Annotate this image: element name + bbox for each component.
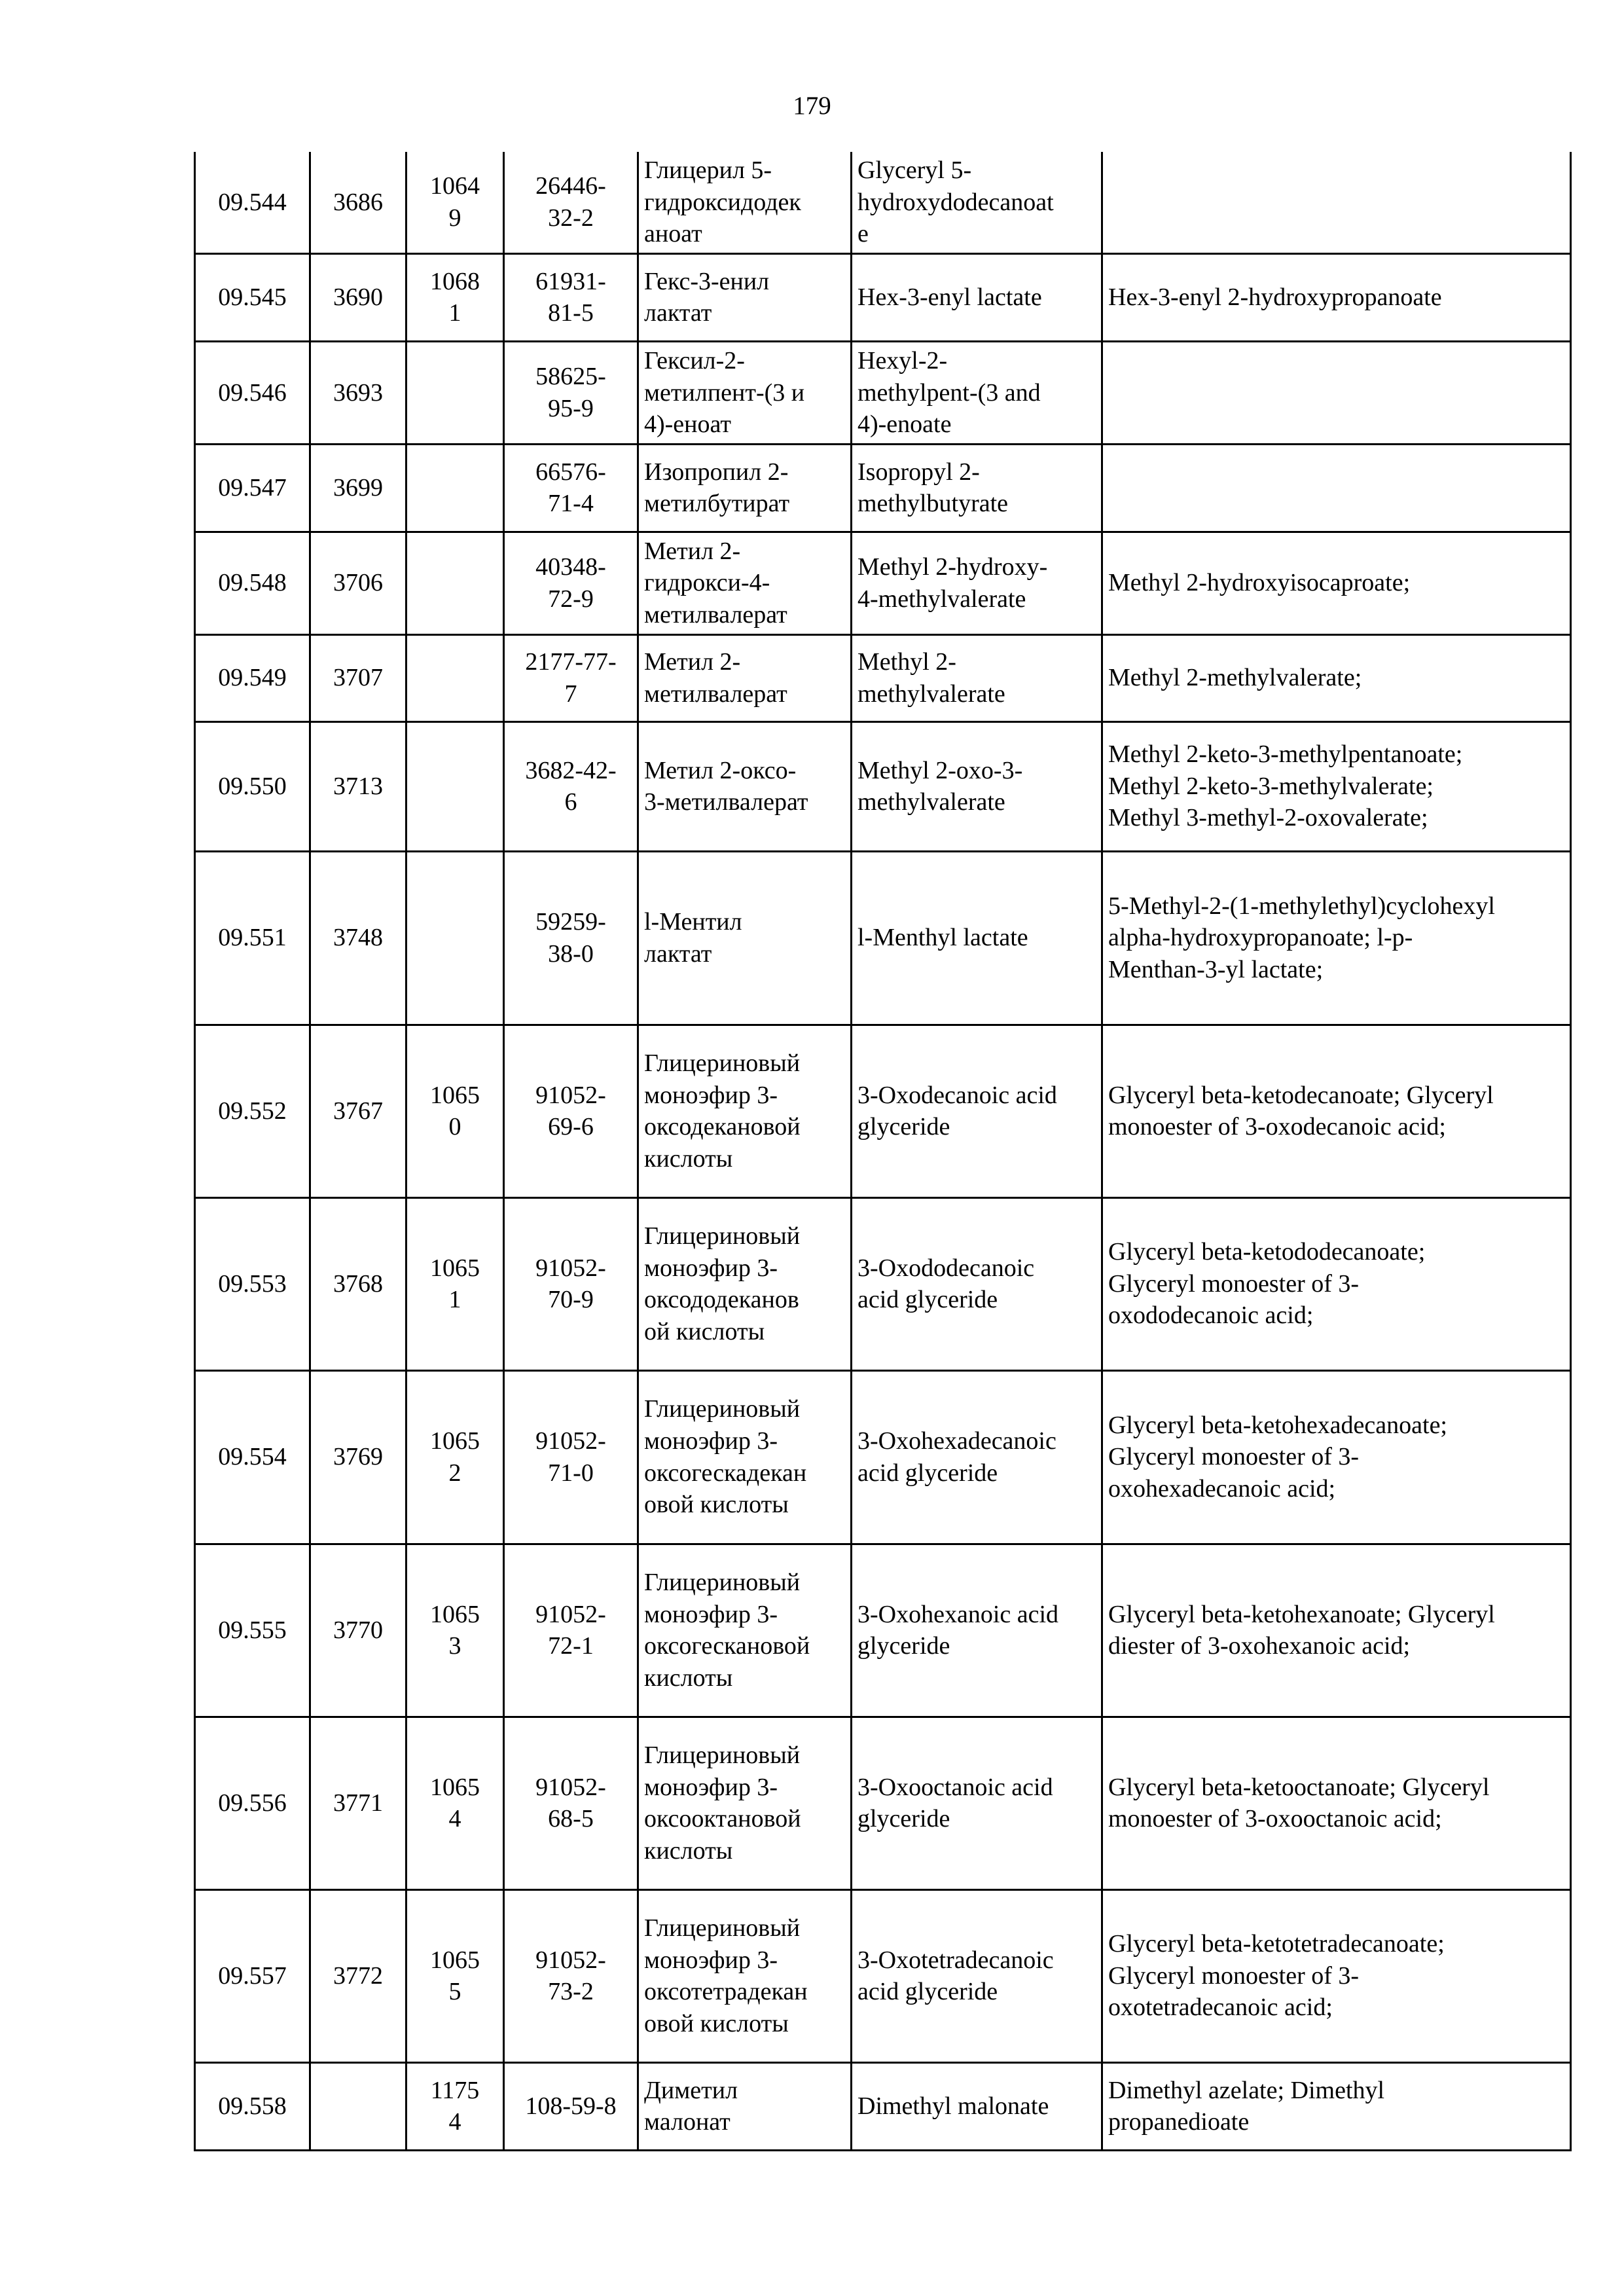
cell-text-line: гидроксидодек [644, 188, 801, 216]
english-name-cell [852, 152, 1102, 253]
table-row [195, 1025, 1571, 1197]
cell-text: 3706 [333, 569, 383, 597]
russian-name-cell [638, 721, 852, 851]
cas-cell [504, 634, 638, 721]
cell-text: 3767 [333, 1097, 383, 1125]
cell-text-line: 3-Oxododecanoic [857, 1254, 1035, 1282]
cell-text: 3771 [333, 1789, 383, 1817]
cas-cell [504, 152, 638, 253]
cell-text-line: Methyl 2-keto-3-methylvalerate; [1108, 772, 1434, 800]
number-cell [195, 2062, 310, 2150]
table-row [195, 532, 1571, 634]
cell-text-line: glyceride [857, 1805, 950, 1833]
cell-text-line: Глицериновый [644, 1741, 801, 1769]
cell-text-line: 4)-еноат [644, 410, 731, 439]
cell-text-line: Methyl 2-keto-3-methylpentanoate; [1108, 740, 1463, 769]
cell-text-line: ой кислоты [644, 1317, 765, 1345]
cell-text-line: Dimethyl malonate [857, 2092, 1049, 2120]
cell-text-line: 1065 [430, 1254, 480, 1282]
table-row [195, 444, 1571, 532]
cell-text-line: метилбутират [644, 490, 790, 518]
cell-text-line: 91052- [535, 1600, 606, 1628]
english-name-cell [852, 444, 1102, 532]
synonyms-cell [1102, 2062, 1571, 2150]
cell-text-line: 3-Oxodecanoic acid [857, 1081, 1057, 1109]
number-cell [195, 721, 310, 851]
cell-text-line: Glyceryl beta-ketohexanoate; Glyceryl [1108, 1600, 1495, 1628]
cell-text: 3707 [333, 664, 383, 692]
cell-text-line: acid glyceride [857, 1459, 998, 1487]
cell-text-line: 91052- [535, 1081, 606, 1109]
cell-text-line: Dimethyl azelate; Dimethyl [1108, 2076, 1385, 2104]
russian-name-cell [638, 1370, 852, 1544]
cell-text-line: methylbutyrate [857, 490, 1009, 518]
fema-cell [310, 1370, 406, 1544]
synonyms-cell [1102, 1717, 1571, 1889]
table-row [195, 152, 1571, 253]
cell-text-line: 38-0 [548, 939, 594, 968]
cell-text-line: Гексил-2- [644, 346, 745, 374]
cell-text-line: Глицериновый [644, 1395, 801, 1423]
fema-cell [310, 532, 406, 634]
cell-text: 3713 [333, 772, 383, 800]
cell-text-line: овой кислоты [644, 2009, 789, 2037]
cell-text-line: 81-5 [548, 299, 594, 327]
cell-text-line: метилвалерат [644, 680, 787, 708]
russian-name-cell [638, 1889, 852, 2062]
cell-text-line: Hex-3-enyl lactate [857, 283, 1042, 312]
cell-text-line: Glyceryl beta-ketohexadecanoate; [1108, 1411, 1447, 1439]
cell-text-line: e [857, 220, 869, 248]
cell-text-line: Methyl 2-hydroxy- [857, 553, 1048, 581]
cell-text-line: 4 [448, 1805, 461, 1833]
cell-text: 3770 [333, 1616, 383, 1644]
cell-text-line: гидрокси-4- [644, 569, 770, 597]
cell-text: 09.558 [218, 2092, 287, 2120]
russian-name-cell [638, 851, 852, 1025]
cell-text-line: 40348- [535, 553, 606, 581]
cell-text-line: 69-6 [548, 1113, 594, 1141]
cell-text-line: Диметил [644, 2076, 738, 2104]
cell-text-line: l-Menthyl lactate [857, 924, 1028, 952]
cas-cell [504, 2062, 638, 2150]
cell-text-line: 1 [448, 299, 461, 327]
english-name-cell [852, 2062, 1102, 2150]
jecfa-cell [406, 634, 504, 721]
english-name-cell [852, 1025, 1102, 1197]
cell-text-line: 1064 [430, 172, 480, 200]
english-name-cell [852, 341, 1102, 444]
cell-text-line: monoester of 3-oxooctanoic acid; [1108, 1805, 1442, 1833]
cell-text-line: 3-Oxohexadecanoic [857, 1427, 1056, 1455]
number-cell [195, 851, 310, 1025]
cell-text-line: methylpent-(3 and [857, 378, 1041, 407]
cell-text-line: Glyceryl 5- [857, 156, 972, 184]
cell-text-line: Hexyl-2- [857, 346, 948, 374]
cell-text-line: Гекс-3-енил [644, 267, 770, 295]
cell-text-line: glyceride [857, 1113, 950, 1141]
cell-text-line: 68-5 [548, 1805, 594, 1833]
cell-text-line: Glyceryl beta-ketodecanoate; Glyceryl [1108, 1081, 1494, 1109]
cell-text-line: Methyl 3-methyl-2-oxovalerate; [1108, 804, 1428, 832]
cell-text: 09.545 [218, 283, 287, 312]
cell-text-line: 59259- [535, 908, 606, 936]
cas-cell [504, 253, 638, 341]
cell-text-line: acid glyceride [857, 1978, 998, 2006]
cell-text-line: лактат [644, 299, 712, 327]
english-name-cell [852, 1544, 1102, 1717]
jecfa-cell [406, 444, 504, 532]
cell-text-line: oxododecanoic acid; [1108, 1302, 1314, 1330]
jecfa-cell [406, 1197, 504, 1370]
cell-text-line: 1065 [430, 1773, 480, 1801]
number-cell [195, 1717, 310, 1889]
cell-text-line: acid glyceride [857, 1286, 998, 1314]
russian-name-cell [638, 634, 852, 721]
cas-cell [504, 1370, 638, 1544]
cell-text-line: Glyceryl monoester of 3- [1108, 1961, 1360, 1990]
synonyms-cell [1102, 1544, 1571, 1717]
cell-text-line: l-Ментил [644, 908, 742, 936]
cell-text-line: 73-2 [548, 1978, 594, 2006]
cell-text-line: 61931- [535, 267, 606, 295]
fema-cell [310, 1197, 406, 1370]
cell-text-line: Glyceryl monoester of 3- [1108, 1443, 1360, 1471]
fema-cell [310, 1025, 406, 1197]
cell-text-line: оксодекановой [644, 1113, 801, 1141]
cell-text-line: 3-Oxohexanoic acid [857, 1600, 1059, 1628]
cell-text: 3699 [333, 473, 383, 501]
cell-text: 3693 [333, 378, 383, 407]
cell-text-line: 0 [448, 1113, 461, 1141]
page-number: 179 [793, 92, 831, 120]
synonyms-cell [1102, 444, 1571, 532]
cell-text-line: 3-метилвалерат [644, 788, 808, 816]
synonyms-cell [1102, 1025, 1571, 1197]
jecfa-cell [406, 1889, 504, 2062]
cell-text-line: 66576- [535, 458, 606, 486]
cell-text: 3686 [333, 188, 383, 216]
cell-text-line: methylvalerate [857, 680, 1005, 708]
fema-cell [310, 152, 406, 253]
cell-text-line: 3-Oxooctanoic acid [857, 1773, 1053, 1801]
number-cell [195, 1889, 310, 2062]
number-cell [195, 1197, 310, 1370]
cell-text-line: alpha-hydroxypropanoate; l-p- [1108, 924, 1413, 952]
english-name-cell [852, 532, 1102, 634]
cell-text-line: Глицериновый [644, 1914, 801, 1942]
cell-text-line: Glyceryl beta-ketooctanoate; Glyceryl [1108, 1773, 1490, 1801]
cell-text-line: 3682-42- [525, 756, 617, 784]
synonyms-cell [1102, 851, 1571, 1025]
cell-text-line: 71-4 [548, 490, 594, 518]
number-cell [195, 1025, 310, 1197]
cell-text-line: 32-2 [548, 204, 594, 232]
cell-text: 09.555 [218, 1616, 287, 1644]
number-cell [195, 634, 310, 721]
cas-cell [504, 851, 638, 1025]
cell-text: 09.556 [218, 1789, 287, 1817]
cell-text-line: моноэфир 3- [644, 1081, 778, 1109]
table-row [195, 1717, 1571, 1889]
cell-text: 09.548 [218, 569, 287, 597]
cell-text: 09.550 [218, 772, 287, 800]
cell-text-line: oxotetradecanoic acid; [1108, 1994, 1333, 2022]
cell-text-line: Hex-3-enyl 2-hydroxypropanoate [1108, 283, 1442, 312]
synonyms-cell [1102, 1197, 1571, 1370]
cell-text-line: 91052- [535, 1427, 606, 1455]
cell-text-line: methylvalerate [857, 788, 1005, 816]
cell-text: 3772 [333, 1961, 383, 1990]
synonyms-cell [1102, 1889, 1571, 2062]
english-name-cell [852, 851, 1102, 1025]
jecfa-cell [406, 253, 504, 341]
cell-text-line: 70-9 [548, 1286, 594, 1314]
number-cell [195, 532, 310, 634]
cas-cell [504, 341, 638, 444]
synonyms-cell [1102, 1370, 1571, 1544]
russian-name-cell [638, 532, 852, 634]
cell-text-line: 4 [448, 2108, 461, 2136]
cell-text-line: 1068 [430, 267, 480, 295]
cell-text-line: Methyl 2-methylvalerate; [1108, 664, 1362, 692]
english-name-cell [852, 1197, 1102, 1370]
table-row [195, 1544, 1571, 1717]
cell-text-line: glyceride [857, 1632, 950, 1660]
cell-text-line: 4)-enoate [857, 410, 952, 439]
cell-text-line: 2177-77- [525, 648, 617, 676]
cell-text-line: Glyceryl beta-ketododecanoate; [1108, 1238, 1426, 1266]
fema-cell [310, 253, 406, 341]
cas-cell [504, 721, 638, 851]
table-row [195, 341, 1571, 444]
fema-cell [310, 721, 406, 851]
synonyms-cell [1102, 634, 1571, 721]
cell-text-line: овой кислоты [644, 1491, 789, 1519]
cell-text-line: oxohexadecanoic acid; [1108, 1474, 1336, 1503]
cell-text-line: моноэфир 3- [644, 1773, 778, 1801]
jecfa-cell [406, 2062, 504, 2150]
cell-text-line: аноат [644, 220, 702, 248]
number-cell [195, 152, 310, 253]
cell-text-line: Methyl 2- [857, 648, 956, 676]
english-name-cell [852, 1717, 1102, 1889]
cell-text-line: Isopropyl 2- [857, 458, 980, 486]
cell-text-line: 1175 [430, 2076, 480, 2104]
cell-text-line: 3 [448, 1632, 461, 1660]
cas-cell [504, 1197, 638, 1370]
russian-name-cell [638, 1544, 852, 1717]
cell-text: 09.544 [218, 188, 287, 216]
cell-text: 09.557 [218, 1961, 287, 1990]
cell-text-line: propanedioate [1108, 2108, 1250, 2136]
cell-text-line: 91052- [535, 1254, 606, 1282]
table-row [195, 1370, 1571, 1544]
jecfa-cell [406, 341, 504, 444]
jecfa-cell [406, 532, 504, 634]
cell-text-line: 7 [564, 680, 577, 708]
cell-text-line: 58625- [535, 363, 606, 391]
cell-text: 3690 [333, 283, 383, 312]
cell-text-line: 91052- [535, 1946, 606, 1974]
cell-text-line: Метил 2- [644, 648, 741, 676]
cell-text-line: моноэфир 3- [644, 1254, 778, 1282]
russian-name-cell [638, 1025, 852, 1197]
cell-text-line: 72-1 [548, 1632, 594, 1660]
table-row [195, 1197, 1571, 1370]
cell-text: 09.547 [218, 473, 287, 501]
cell-text-line: 9 [448, 204, 461, 232]
cas-cell [504, 444, 638, 532]
cell-text: 3769 [333, 1443, 383, 1471]
cell-text-line: 1065 [430, 1081, 480, 1109]
synonyms-cell [1102, 253, 1571, 341]
cell-text-line: малонат [644, 2108, 731, 2136]
cell-text-line: Glyceryl monoester of 3- [1108, 1269, 1360, 1298]
jecfa-cell [406, 1717, 504, 1889]
cell-text-line: метилпент-(3 и [644, 378, 805, 407]
russian-name-cell [638, 2062, 852, 2150]
table-row [195, 634, 1571, 721]
russian-name-cell [638, 152, 852, 253]
jecfa-cell [406, 1025, 504, 1197]
table-row [195, 721, 1571, 851]
cell-text-line: моноэфир 3- [644, 1600, 778, 1628]
cell-text-line: оксододеканов [644, 1286, 799, 1314]
cas-cell [504, 1889, 638, 2062]
cell-text-line: 5-Methyl-2-(1-methylethyl)cyclohexyl [1108, 892, 1495, 920]
cell-text-line: Глицериновый [644, 1049, 801, 1077]
cell-text-line: 108-59-8 [525, 2092, 617, 2120]
synonyms-cell [1102, 341, 1571, 444]
cell-text-line: 72-9 [548, 585, 594, 613]
russian-name-cell [638, 253, 852, 341]
cell-text-line: Метил 2-оксо- [644, 756, 797, 784]
cell-text-line: метилвалерат [644, 601, 787, 629]
cell-text-line: 4-methylvalerate [857, 585, 1026, 613]
russian-name-cell [638, 1717, 852, 1889]
cell-text-line: 5 [448, 1978, 461, 2006]
synonyms-cell [1102, 152, 1571, 253]
jecfa-cell [406, 1544, 504, 1717]
synonyms-cell [1102, 532, 1571, 634]
cell-text-line: Глицерил 5- [644, 156, 772, 184]
russian-name-cell [638, 444, 852, 532]
fema-cell [310, 851, 406, 1025]
jecfa-cell [406, 1370, 504, 1544]
cas-cell [504, 1025, 638, 1197]
cell-text: 09.552 [218, 1097, 287, 1125]
cell-text-line: Glyceryl beta-ketotetradecanoate; [1108, 1930, 1445, 1958]
cell-text: 09.551 [218, 924, 287, 952]
cell-text-line: Глицериновый [644, 1222, 801, 1250]
number-cell [195, 1370, 310, 1544]
cell-text-line: моноэфир 3- [644, 1946, 778, 1974]
cell-text-line: 1065 [430, 1427, 480, 1455]
cell-text-line: кислоты [644, 1664, 733, 1692]
cell-text: 09.549 [218, 664, 287, 692]
fema-cell [310, 1889, 406, 2062]
cell-text-line: Methyl 2-oxo-3- [857, 756, 1023, 784]
fema-cell [310, 341, 406, 444]
cell-text: 09.553 [218, 1269, 287, 1298]
english-name-cell [852, 253, 1102, 341]
cell-text-line: кислоты [644, 1144, 733, 1173]
fema-cell [310, 634, 406, 721]
cell-text-line: diester of 3-oxohexanoic acid; [1108, 1632, 1411, 1660]
cell-text-line: Метил 2- [644, 537, 741, 565]
english-name-cell [852, 1889, 1102, 2062]
cell-text-line: hydroxydodecanoat [857, 188, 1054, 216]
cell-text-line: Menthan-3-yl lactate; [1108, 955, 1324, 983]
flavouring-substances-table [194, 152, 1572, 2151]
cell-text-line: 95-9 [548, 394, 594, 422]
cell-text-line: Methyl 2-hydroxyisocaproate; [1108, 569, 1411, 597]
cell-text-line: 71-0 [548, 1459, 594, 1487]
cas-cell [504, 1717, 638, 1889]
cell-text-line: 1 [448, 1286, 461, 1314]
number-cell [195, 1544, 310, 1717]
synonyms-cell [1102, 721, 1571, 851]
cell-text-line: оксогескадекан [644, 1459, 807, 1487]
cell-text-line: 1065 [430, 1946, 480, 1974]
cell-text-line: оксотетрадекан [644, 1978, 808, 2006]
number-cell [195, 444, 310, 532]
fema-cell [310, 444, 406, 532]
table-row [195, 1889, 1571, 2062]
english-name-cell [852, 721, 1102, 851]
number-cell [195, 341, 310, 444]
cell-text-line: 1065 [430, 1600, 480, 1628]
fema-cell [310, 1544, 406, 1717]
english-name-cell [852, 634, 1102, 721]
cell-text: 3748 [333, 924, 383, 952]
cell-text-line: 3-Oxotetradecanoic [857, 1946, 1054, 1974]
cell-text-line: 6 [564, 788, 577, 816]
cell-text-line: 26446- [535, 172, 606, 200]
cell-text-line: оксогескановой [644, 1632, 810, 1660]
cas-cell [504, 1544, 638, 1717]
table-row [195, 851, 1571, 1025]
cell-text: 09.554 [218, 1443, 287, 1471]
cell-text-line: моноэфир 3- [644, 1427, 778, 1455]
cell-text-line: Изопропил 2- [644, 458, 789, 486]
fema-cell [310, 1717, 406, 1889]
number-cell [195, 253, 310, 341]
cell-text-line: лактат [644, 939, 712, 968]
cas-cell [504, 532, 638, 634]
cell-text-line: кислоты [644, 1836, 733, 1865]
russian-name-cell [638, 341, 852, 444]
cell-text-line: 91052- [535, 1773, 606, 1801]
russian-name-cell [638, 1197, 852, 1370]
cell-text: 3768 [333, 1269, 383, 1298]
table-body [195, 152, 1571, 2150]
jecfa-cell [406, 152, 504, 253]
jecfa-cell [406, 851, 504, 1025]
jecfa-cell [406, 721, 504, 851]
english-name-cell [852, 1370, 1102, 1544]
table-row [195, 253, 1571, 341]
cell-text-line: 2 [448, 1459, 461, 1487]
cell-text-line: оксооктановой [644, 1805, 801, 1833]
cell-text: 09.546 [218, 378, 287, 407]
cell-text-line: monoester of 3-oxodecanoic acid; [1108, 1113, 1446, 1141]
fema-cell [310, 2062, 406, 2150]
table-row [195, 2062, 1571, 2150]
cell-text-line: Глицериновый [644, 1568, 801, 1596]
